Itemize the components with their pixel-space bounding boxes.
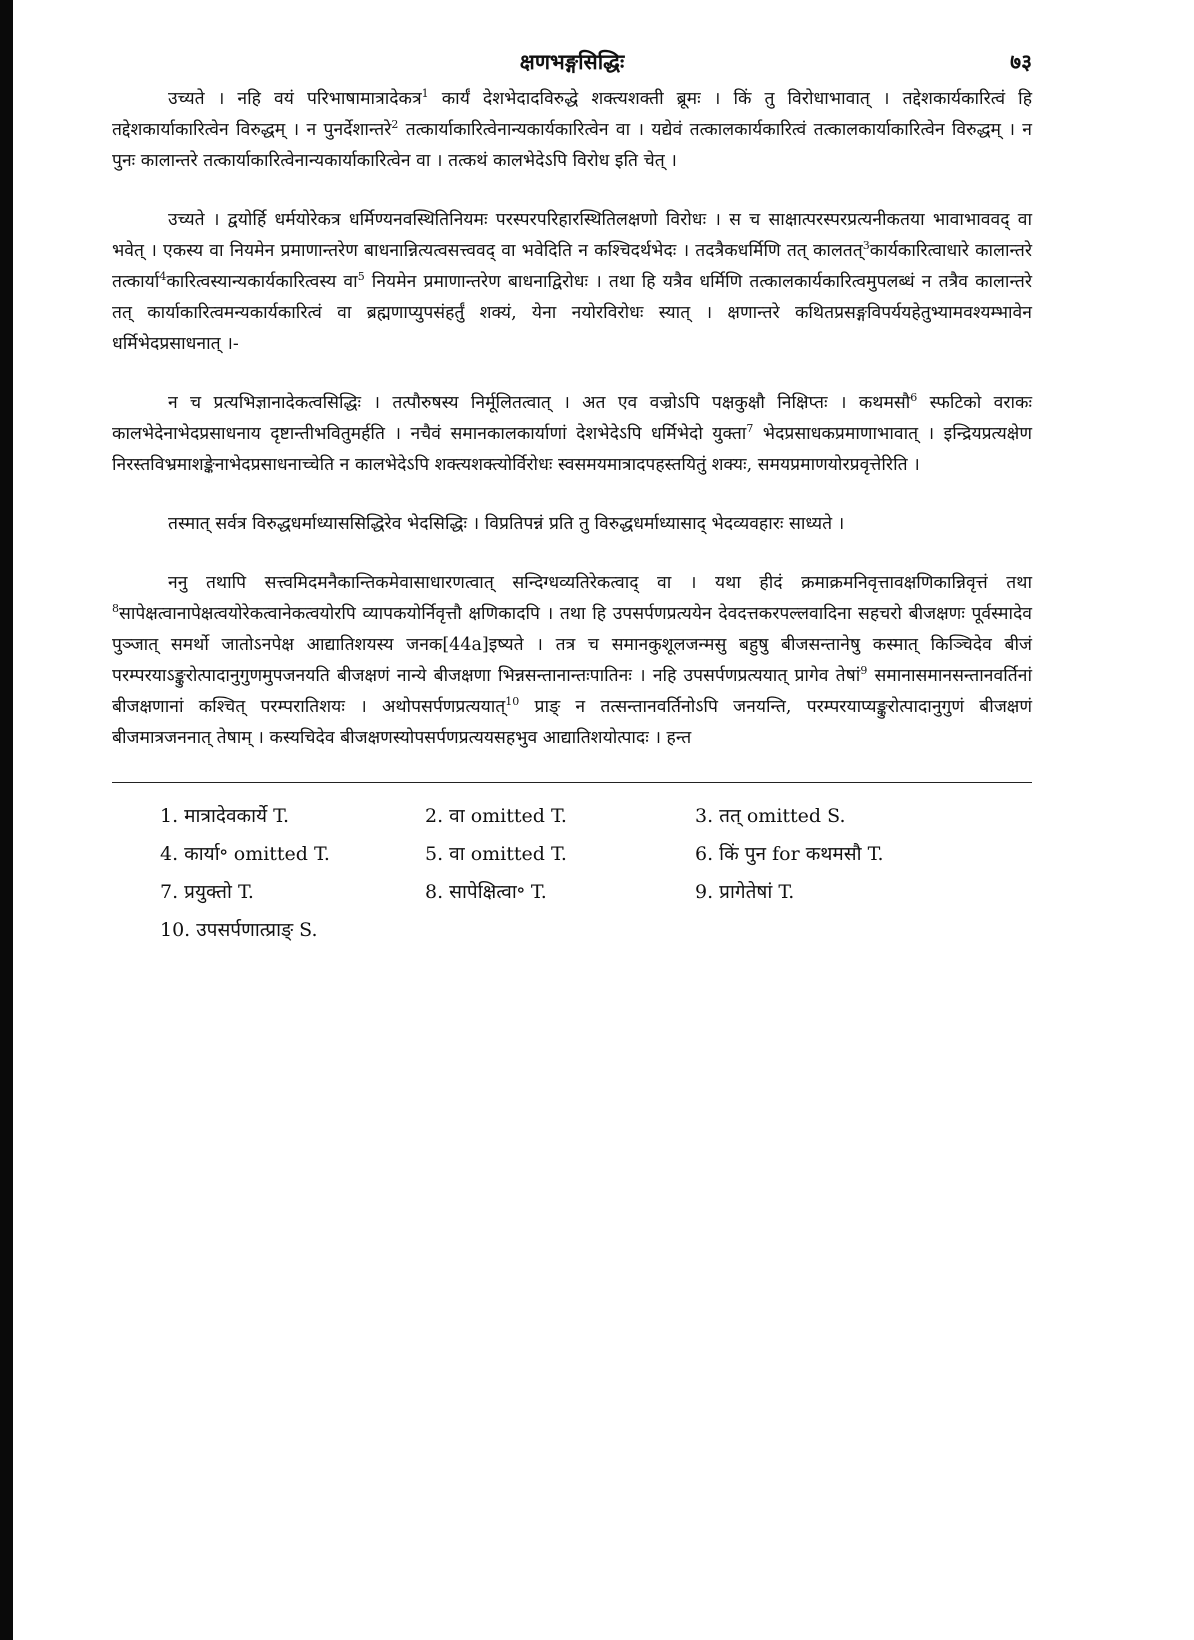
paragraph-text: समानासमानसन्तानवर्तिनां बीजक्षणानां कश्चित् परम्परातिशयः । अथोपसर्पणप्रत्ययात्	[112, 666, 1032, 717]
book-page	[112, 40, 1032, 949]
paragraph-text: नियमेन प्रमाणान्तरेण बाधनाद्विरोधः । तथा हि यत्रैव धर्मिणि तत्कालकार्यकारित्वमुपलब्धं न तत्रैव कालान्तरे तत् कार्याकारित्वमन्यकार्यकारित्वं वा ब्रह्मणाप्युपसंहर्तुं शक्यं, येना नयोरविरोधः स्यात् । क्षणान्तरे कथितप्रसङ्गविपर्ययहेतुभ्यामवश्यम्भावेन धर्मिभेदप्रसाधनात् ।-	[112, 272, 1032, 354]
footnote-marker: 8	[112, 602, 119, 616]
footnote-row	[160, 797, 1032, 835]
page-binding-edge	[0, 0, 13, 1640]
paragraph-text: सापेक्षत्वानापेक्षत्वयोरेकत्वानेकत्वयोरपि व्यापकयोर्निवृत्तौ क्षणिकादपि । तथा हि उपसर्पणप्रत्ययेन देवदत्तकरपल्लवादिना सहचरो बीजक्षणः पूर्वस्मादेव पुञ्जात् समर्थो जातोऽनपेक्ष आद्यातिशयस्य जनक[44a]इष्यते । तत्र च समानकुशूलजन्मसु बहुषु बीजसन्तानेषु कस्मात् किञ्चिदेव बीजं परम्परयाऽङ्कुरोत्पादानुगुणमुपजनयति बीजक्षणं नान्ये बीजक्षणा भिन्नसन्तानान्तःपातिनः । नहि उपसर्पणप्रत्ययात् प्रागेव तेषां	[112, 604, 1032, 686]
footnote: 4. कार्या॰ omitted T.	[160, 843, 330, 865]
footnote-marker: 10	[505, 695, 520, 709]
paragraph-text: न च प्रत्यभिज्ञानादेकत्वसिद्धिः । तत्पौरुषस्य निर्मूलितत्वात् । अत एव वज्रोऽपि पक्षकुक्षौ निक्षिप्तः । कथमसौ	[168, 393, 911, 413]
footnote-divider	[112, 782, 1032, 783]
running-header	[112, 40, 1032, 84]
paragraph-text: कार्यं देशभेदादविरुद्धे शक्त्यशक्ती ब्रूमः । किं तु विरोधाभावात् । तद्देशकार्यकारित्वं हि तद्देशकार्याकारित्वेन विरुद्धम् । न पुनर्देशान्तरे	[112, 89, 1033, 140]
paragraph	[112, 568, 1032, 754]
footnote-row	[160, 835, 1032, 873]
paragraph-text: भेदप्रसाधकप्रमाणाभावात् । इन्द्रियप्रत्यक्षेण निरस्तविभ्रमाशङ्केनाभेदप्रसाधनाच्चेति न कालभेदेऽपि शक्त्यशक्त्योर्विरोधः स्वसमयमात्रादपहस्तयितुं शक्यः, समयप्रमाणयोरप्रवृत्तेरिति ।	[112, 424, 1032, 475]
footnote: 9. प्रागेतेषां T.	[695, 881, 795, 903]
paragraph-text: तस्मात् सर्वत्र विरुद्धधर्माध्याससिद्धिरेव भेदसिद्धिः । विप्रतिपन्नं प्रति तु विरुद्धधर्माध्यासाद् भेदव्यवहारः साध्यते ।	[168, 514, 845, 534]
footnote: 2. वा omitted T.	[425, 805, 567, 827]
paragraph	[112, 205, 1032, 360]
footnote: 8. सापेक्षित्वा॰ T.	[425, 881, 547, 903]
footnote-marker: 4	[159, 270, 167, 284]
footnote-marker: 6	[910, 391, 918, 405]
paragraph	[112, 509, 1032, 540]
paragraph-text: प्राङ् न तत्सन्तानवर्तिनोऽपि जनयन्ति, परम्परयाप्यङ्कुरोत्पादानुगुणं बीजक्षणं बीजमात्रजननात् तेषाम् । कस्यचिदेव बीजक्षणस्योपसर्पणप्रत्ययसहभुव आद्यातिशयोत्पादः । हन्त	[112, 697, 1033, 748]
footnotes	[112, 797, 1032, 949]
body-text	[112, 84, 1032, 754]
page-number: ७३	[1010, 49, 1032, 74]
paragraph-text: तत्कार्याकारित्वेनान्यकार्यकारित्वेन वा । यद्येवं तत्कालकार्यकारित्वं तत्कालकार्याकारित्वेन विरुद्धम् । न पुनः कालान्तरे तत्कार्याकारित्वेनान्यकार्याकारित्वेन वा । तत्कथं कालभेदेऽपि विरोध इति चेत् ।	[112, 120, 1032, 171]
paragraph	[112, 388, 1032, 481]
footnote: 7. प्रयुक्तो T.	[160, 881, 254, 903]
footnote-row	[160, 873, 1032, 911]
footnote: 6. किं पुन for कथमसौ T.	[695, 843, 884, 865]
paragraph-text: उच्यते । नहि वयं परिभाषामात्रादेकत्र	[168, 89, 422, 109]
page-title: क्षणभङ्गसिद्धिः	[519, 49, 625, 74]
footnote: 10. उपसर्पणात्प्राङ् S.	[160, 919, 318, 941]
footnote-marker: 2	[391, 118, 399, 132]
footnote-marker: 3	[862, 239, 870, 253]
paragraph-text: उच्यते । द्वयोर्हि धर्मयोरेकत्र धर्मिण्यनवस्थितिनियमः परस्परपरिहारस्थितिलक्षणो विरोधः । स च साक्षात्परस्परप्रत्यनीकतया भावाभाववद् वा भवेत् । एकस्य वा नियमेन प्रमाणान्तरेण बाधनान्नित्यत्वसत्त्ववद् वा भवेदिति न कश्चिदर्थभेदः । तदत्रैकधर्मिणि तत् कालतत्	[112, 210, 1032, 261]
paragraph-text: कारित्वस्यान्यकार्यकारित्वस्य वा	[166, 272, 358, 292]
paragraph-text: स्फटिको वराकः कालभेदेनाभेदप्रसाधनाय दृष्टान्तीभवितुमर्हति । नचैवं समानकालकार्याणां देशभेदेऽपि धर्मिभेदो युक्ता	[112, 393, 1032, 444]
footnote-marker: 9	[860, 664, 868, 678]
footnote: 5. वा omitted T.	[425, 843, 567, 865]
footnote-marker: 1	[421, 87, 429, 101]
paragraph-text: ननु तथापि सत्त्वमिदमनैकान्तिकमेवासाधारणत्वात् सन्दिग्धव्यतिरेकत्वाद् वा । यथा हीदं क्रमाक्रमनिवृत्तावक्षणिकान्निवृत्तं तथा	[168, 573, 1032, 593]
footnote: 1. मात्रादेवकार्ये T.	[160, 805, 290, 827]
footnote-marker: 7	[746, 422, 754, 436]
footnote-marker: 5	[357, 270, 365, 284]
paragraph	[112, 84, 1032, 177]
footnote: 3. तत् omitted S.	[695, 805, 846, 827]
footnote-row	[160, 911, 1032, 949]
paragraph-text: कार्यकारित्वाधारे कालान्तरे तत्कार्या	[112, 241, 1032, 292]
